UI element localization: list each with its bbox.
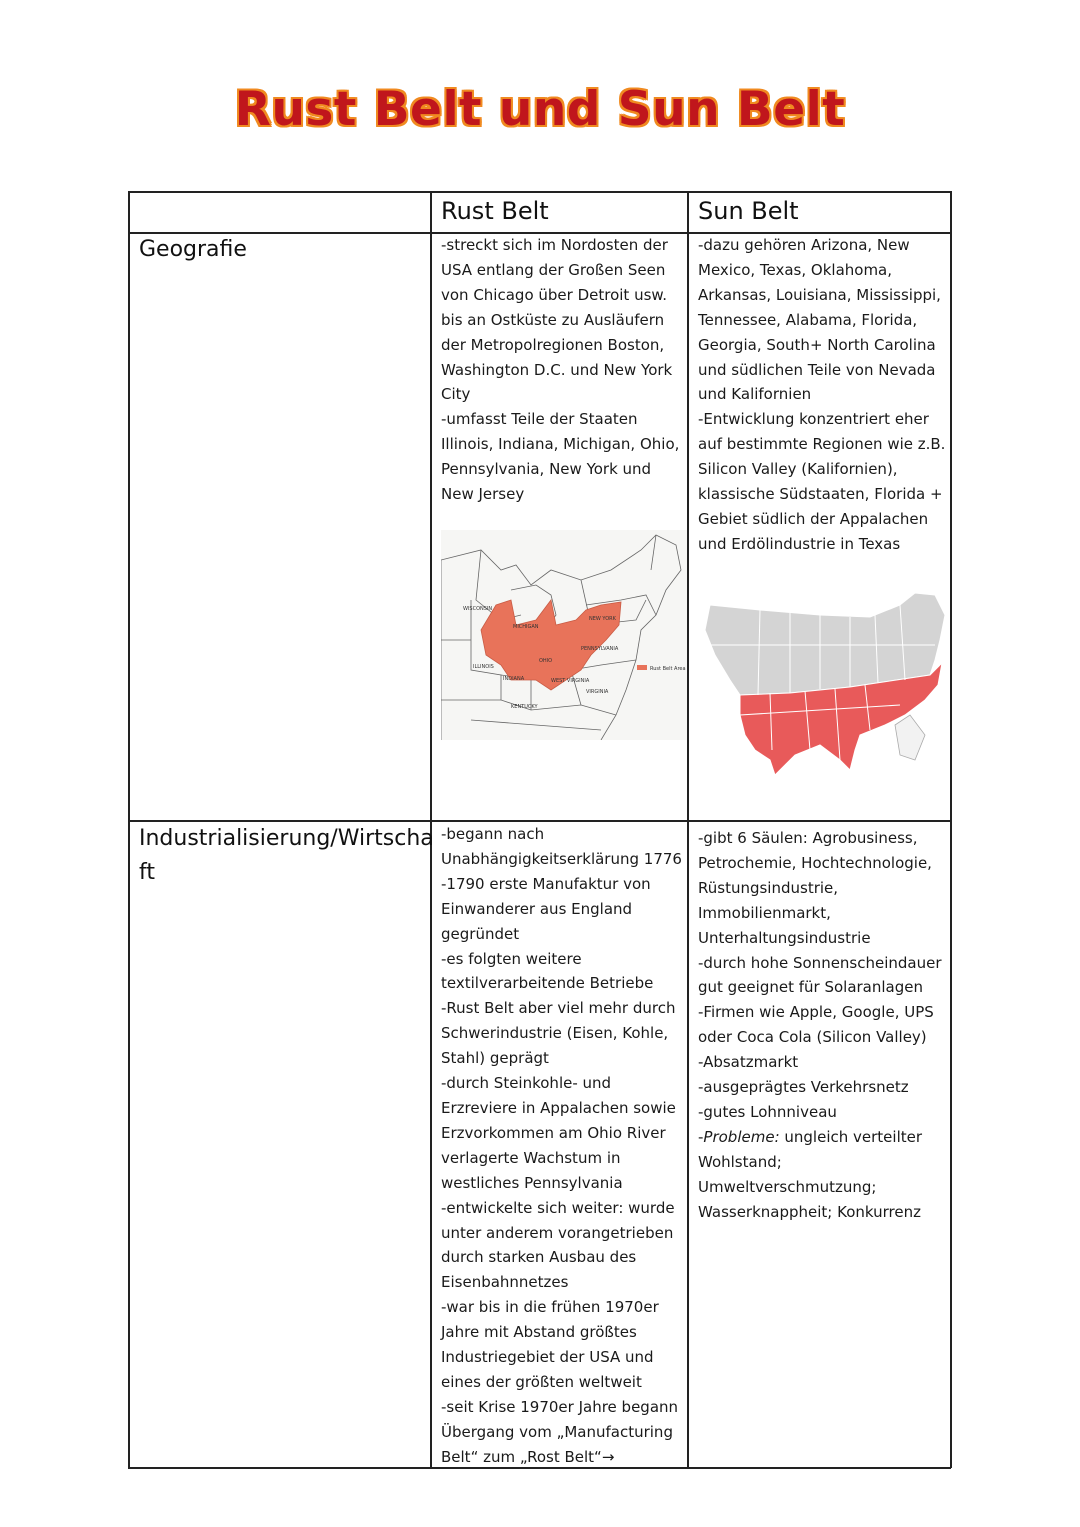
text-line: -gibt 6 Säulen: Agrobusiness, [698,829,918,847]
text-line: und Kalifornien [698,385,812,404]
text-line: Umweltverschmutzung; [698,1177,877,1196]
table-col-divider-2 [687,191,689,1468]
text-line: auf bestimmte Regionen wie z.B. [698,435,946,454]
map-label: VIRGINIA [586,689,609,695]
page-title: Rust Belt und Sun Belt [234,82,846,137]
text-line: westliches Pennsylvania [441,1173,623,1192]
map-label: WEST VIRGINIA [551,678,590,684]
row-label-line: Industrialisierung/Wirtscha [139,826,434,851]
text-line: -Entwicklung konzentriert eher [698,410,929,429]
text-line: Wasserknappheit; Konkurrenz [698,1202,921,1221]
map-label: PENNSYLVANIA [581,646,619,652]
text-line: Arkansas, Louisiana, Mississippi, [698,285,941,304]
text-line: New Jersey [441,485,525,504]
sun-belt-map [700,585,950,780]
text-line: gegründet [441,924,520,943]
text-line: Washington D.C. und New York [441,360,673,379]
text-line: Wohlstand; [698,1152,782,1171]
text-line: -durch Steinkohle- und [441,1074,612,1093]
text-line: Schwerindustrie (Eisen, Kohle, [441,1024,669,1043]
map-legend-label: Rust Belt Area [650,666,686,672]
text-line: -umfasst Teile der Staaten [441,410,638,429]
text-line: Unterhaltungsindustrie [698,928,871,947]
text-line: -Probleme: ungleich verteilter [698,1127,923,1146]
row-label-line: ft [139,860,155,885]
geografie-sun-text [698,233,945,557]
row-label-line: Geografie [139,237,247,262]
text-line: -1790 erste Manufaktur von [441,874,651,893]
text-line: -gutes Lohnniveau [698,1102,837,1121]
text-line: -dazu gehören Arizona, New [698,236,910,254]
text-line: und südlichen Teile von Nevada [698,360,936,379]
text-line: Eisenbahnnetzes [441,1273,569,1292]
map-label: INDIANA [503,676,525,682]
text-line: -es folgten weitere [441,949,582,968]
text-line: City [441,385,471,404]
text-line: Silicon Valley (Kalifornien), [698,460,898,479]
text-line: durch starken Ausbau des [441,1248,637,1267]
text-line: USA entlang der Großen Seen [441,260,666,279]
text-line: Illinois, Indiana, Michigan, Ohio, [441,435,680,454]
text-line: gut geeignet für Solaranlagen [698,978,923,997]
geografie-rust-text [441,233,679,507]
rust-belt-map [441,530,687,740]
text-line: bis an Ostküste zu Ausläufern [441,310,665,329]
text-line: -begann nach [441,825,545,843]
text-line: Erzvorkommen am Ohio River [441,1123,666,1142]
text-line: -Absatzmarkt [698,1053,799,1072]
map-label: MICHIGAN [513,624,539,630]
text-line: -ausgeprägtes Verkehrsnetz [698,1078,909,1097]
map-label: NEW YORK [589,616,616,622]
industrialisierung-rust-text [441,822,682,1470]
text-line: Mexico, Texas, Oklahoma, [698,260,893,279]
map-label: WISCONSIN [463,606,493,612]
map-label: OHIO [539,658,553,664]
row-label-industrialisierung [139,822,434,890]
text-line: -Rust Belt aber viel mehr durch [441,999,676,1018]
text-line: klassische Südstaaten, Florida + [698,485,943,504]
text-line: -streckt sich im Nordosten der [441,236,668,254]
table-border-top [128,191,951,193]
text-line: Pennsylvania, New York und [441,460,652,479]
alaska-inset [895,715,925,760]
table-border-right [950,191,952,1468]
text-line: Übergang vom „Manufacturing [441,1422,673,1441]
text-line: Einwanderer aus England [441,899,633,918]
text-line: Rüstungsindustrie, [698,878,839,897]
text-line: textilverarbeitende Betriebe [441,974,654,993]
text-line: eines der größten weltweit [441,1372,642,1391]
text-line: -seit Krise 1970er Jahre begann [441,1397,679,1416]
text-line: Erzreviere in Appalachen sowie [441,1098,676,1117]
text-line: Unabhängigkeitserklärung 1776 [441,849,682,868]
text-line: Belt“ zum „Rost Belt“→ [441,1447,615,1466]
text-line: Stahl) geprägt [441,1049,549,1068]
header-sun-belt: Sun Belt [698,197,799,225]
text-line: Jahre mit Abstand größtes [441,1323,637,1342]
legend-swatch [637,665,647,670]
text-line: -entwickelte sich weiter: wurde [441,1198,675,1217]
text-line: und Erdölindustrie in Texas [698,534,901,553]
text-line: -Firmen wie Apple, Google, UPS [698,1003,934,1022]
table-border-left [128,191,130,1468]
text-line: Gebiet südlich der Appalachen [698,509,929,528]
text-line: Georgia, South+ North Carolina [698,335,936,354]
text-line: -durch hohe Sonnenscheindauer [698,953,942,972]
text-line: oder Coca Cola (Silicon Valley) [698,1028,927,1047]
row-label-geografie [139,233,247,267]
text-line: unter anderem vorangetrieben [441,1223,674,1242]
text-line: Tennessee, Alabama, Florida, [698,310,918,329]
text-line: verlagerte Wachstum in [441,1148,621,1167]
map-label: KENTUCKY [511,704,538,710]
text-line: Petrochemie, Hochtechnologie, [698,853,932,872]
map-label: ILLINOIS [473,664,494,670]
text-line: von Chicago über Detroit usw. [441,285,668,304]
header-rust-belt: Rust Belt [441,197,549,225]
text-line: -war bis in die frühen 1970er [441,1298,659,1317]
industrialisierung-sun-text [698,826,942,1225]
text-line: der Metropolregionen Boston, [441,335,665,354]
text-line: Immobilienmarkt, [698,903,831,922]
sun-belt-map-svg [700,585,950,780]
rust-belt-map-svg [441,530,687,740]
text-line: Industriegebiet der USA und [441,1348,654,1367]
